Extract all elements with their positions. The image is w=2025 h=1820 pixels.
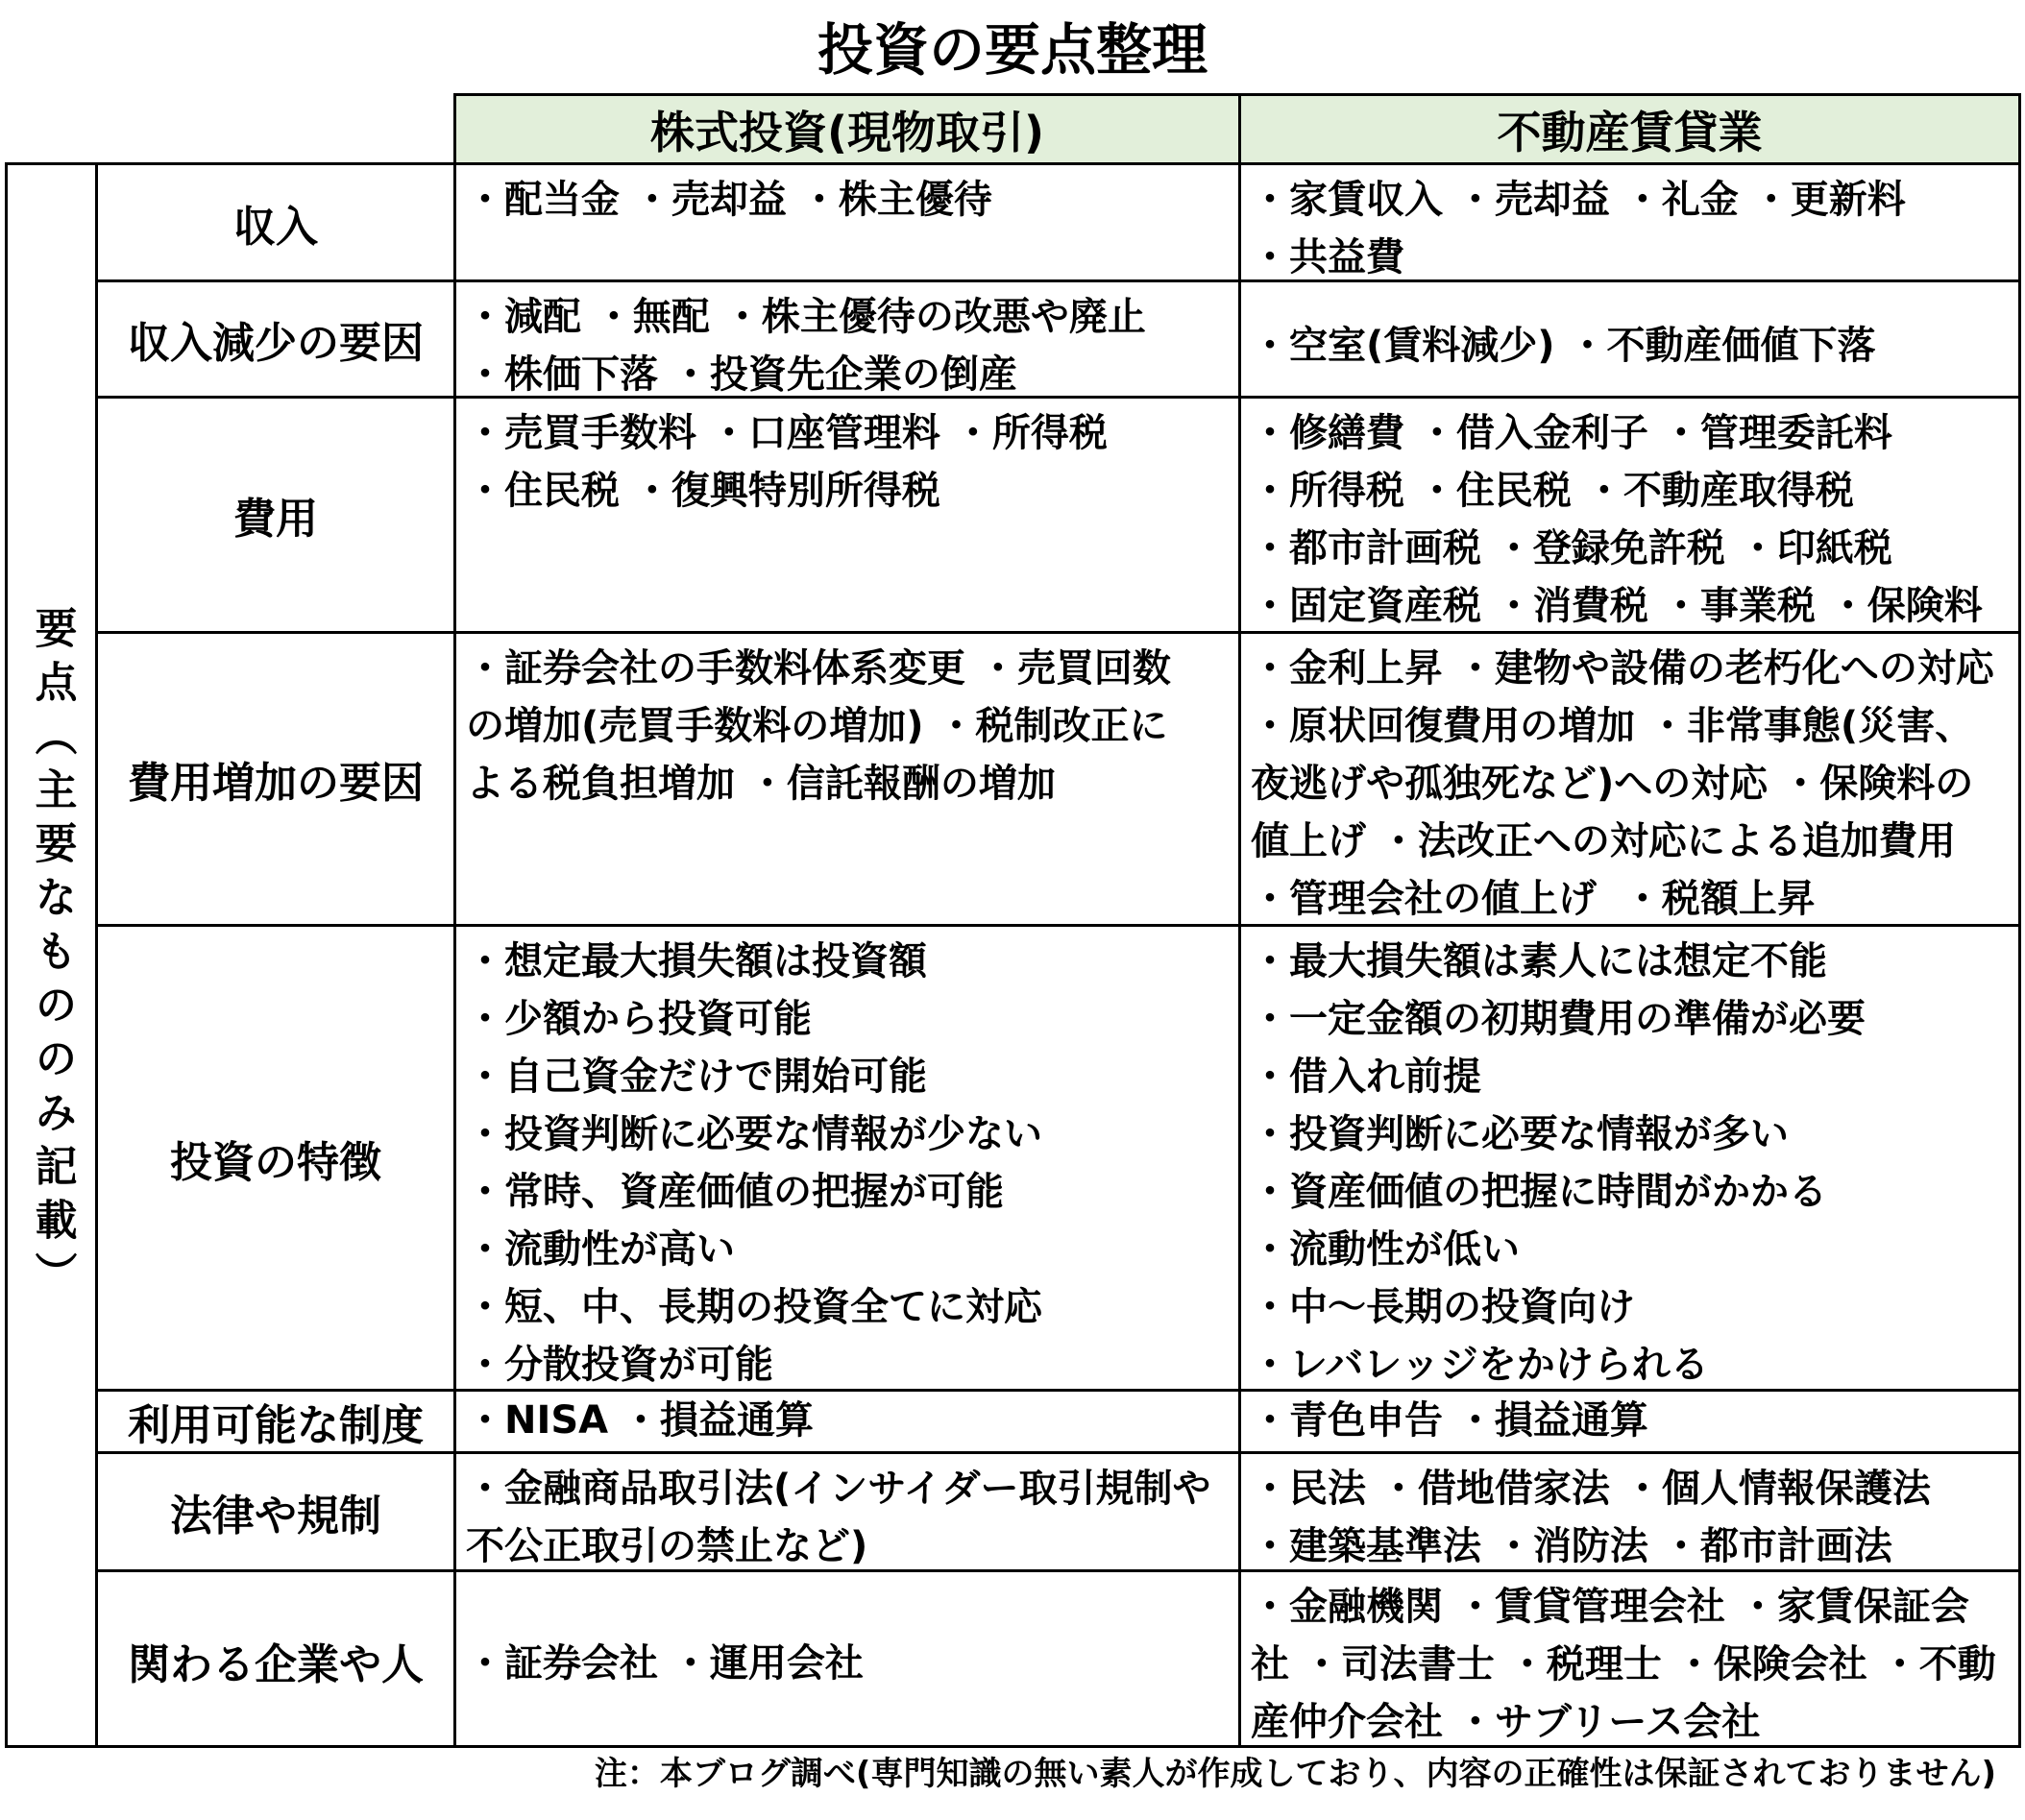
cell-re-laws: ・民法 ・借地借家法 ・個人情報保護法 ・建築基準法 ・消防法 ・都市計画法 [1251, 1467, 1931, 1568]
cell-stock-income-decrease: ・減配 ・無配 ・株主優待の改悪や廃止 ・株価下落 ・投資先企業の倒産 [466, 295, 1146, 397]
header-stock: 株式投資(現物取引) [453, 93, 1241, 165]
cell-stock-parties: ・証券会社 ・運用会社 [466, 1641, 864, 1686]
row-label-laws: 法律や規制 [170, 1492, 381, 1541]
row-label-features: 投資の特徴 [170, 1137, 381, 1187]
row-label-income-decrease: 収入減少の要因 [128, 319, 424, 368]
footnote: 注：本ブログ調べ(専門知識の無い素人が作成しており、内容の正確性は保証されておりません) [594, 1755, 1996, 1793]
cell-stock-income: ・配当金 ・売却益 ・株主優待 [466, 178, 992, 222]
cell-re-costs: ・修繕費 ・借入金利子 ・管理委託料 ・所得税 ・住民税 ・不動産取得税 ・都市計画税 ・登録免許税 ・印紙税 ・固定資産税 ・消費税 ・事業税 ・保険料 [1251, 411, 1983, 628]
cell-re-parties: ・金融機関 ・賃貸管理会社 ・家賃保証会 社 ・司法書士 ・税理士 ・保険会社 ・不動 産仲介会社 ・サブリース会社 [1251, 1585, 1996, 1744]
cell-stock-costs: ・売買手数料 ・口座管理料 ・所得税 ・住民税 ・復興特別所得税 [466, 411, 1108, 513]
row-label-cost-increase: 費用増加の要因 [128, 759, 424, 808]
side-label-text: 要点（主要なもののみ記載） [27, 605, 77, 1305]
cell-stock-features: ・想定最大損失額は投資額 ・少額から投資可能 ・自己資金だけで開始可能 ・投資判断に必要な情報が少ない ・常時、資産価値の把握が可能 ・流動性が高い ・短、中、長期の投資全てに対応 ・分散投資が可能 [466, 939, 1042, 1387]
cell-re-income-decrease: ・空室(賃料減少) ・不動産価値下落 [1251, 324, 1876, 368]
page-title: 投資の要点整理 [817, 17, 1208, 83]
row-label-systems: 利用可能な制度 [128, 1401, 424, 1450]
row-label-costs: 費用 [233, 495, 318, 544]
row-label-parties: 関わる企業や人 [128, 1639, 424, 1689]
cell-re-cost-increase: ・金利上昇 ・建物や設備の老朽化への対応 ・原状回復費用の増加 ・非常事態(災害、 夜逃げや孤独死など)への対応 ・保険料の 値上げ ・法改正への対応による追加費用 ・管理会社の値上げ ・税額上昇 [1251, 646, 1994, 921]
cell-stock-cost-increase: ・証券会社の手数料体系変更 ・売買回数 の増加(売買手数料の増加) ・税制改正に よる税負担増加 ・信託報酬の増加 [466, 646, 1171, 806]
cell-re-features: ・最大損失額は素人には想定不能 ・一定金額の初期費用の準備が必要 ・借入れ前提 ・投資判断に必要な情報が多い ・資産価値の把握に時間がかかる ・流動性が低い ・中～長期の投資向け ・レバレッジをかけられる [1251, 939, 1866, 1387]
row-label-income: 収入 [233, 202, 318, 252]
cell-stock-systems: ・NISA ・損益通算 [466, 1398, 815, 1443]
cell-stock-laws: ・金融商品取引法(インサイダー取引規制や 不公正取引の禁止など) [466, 1467, 1211, 1568]
cell-re-systems: ・青色申告 ・損益通算 [1251, 1398, 1648, 1443]
header-realestate: 不動産賃貸業 [1238, 93, 2021, 165]
side-label [5, 162, 98, 1748]
cell-re-income: ・家賃収入 ・売却益 ・礼金 ・更新料 ・共益費 [1251, 178, 1906, 279]
